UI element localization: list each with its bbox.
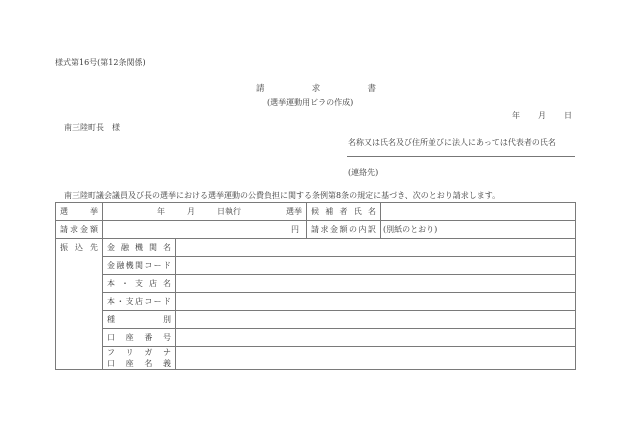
label-char: 名	[163, 243, 171, 252]
account-number-field[interactable]	[176, 329, 576, 347]
label-char: 内	[358, 225, 367, 234]
claimant-label: 名称又は氏名及び住所並びに法人にあっては代表者の氏名	[348, 138, 556, 147]
label-char: 店	[149, 279, 157, 288]
label-char: ・	[121, 279, 129, 288]
title-char: 書	[367, 84, 376, 94]
label-char: 本	[107, 279, 115, 288]
claimant-signature-line[interactable]	[347, 156, 575, 157]
label-char: コ	[144, 297, 153, 306]
bank-code-label	[103, 257, 176, 275]
label-char: 名	[163, 279, 171, 288]
label-char: の	[349, 225, 357, 234]
label-char: ド	[162, 297, 171, 306]
label-char: 座	[125, 333, 134, 342]
election-suffix-label: 選挙	[286, 207, 302, 216]
label-char: 先	[90, 243, 98, 252]
label-char: 種	[107, 315, 115, 324]
transfer-label-cell	[56, 239, 103, 370]
transfer-row-bank-code	[56, 257, 576, 275]
bank-name-label	[103, 239, 176, 257]
claim-amount-field[interactable]	[103, 221, 307, 239]
label-char: 機	[135, 243, 143, 252]
date-month-label: 月	[538, 111, 546, 120]
label-char: 求	[320, 225, 329, 234]
transfer-row-branch-code	[56, 293, 576, 311]
label-char: 支	[125, 297, 134, 306]
label-char: 額	[90, 225, 98, 234]
label-char: 挙	[90, 207, 98, 216]
label-char: 請	[311, 225, 319, 234]
label-char: ・	[116, 297, 125, 306]
claim-form-table	[55, 202, 576, 370]
label-char: 込	[75, 243, 83, 252]
breakdown-value: (別紙のとおり)	[381, 221, 576, 239]
transfer-row-account-number	[56, 329, 576, 347]
label-char: ド	[162, 261, 171, 270]
label-char: 店	[134, 297, 143, 306]
branch-name-field[interactable]	[176, 275, 576, 293]
label-char: 融	[116, 261, 125, 270]
label-char: 訳	[368, 225, 376, 234]
label-char: フ	[107, 348, 115, 357]
date-day-label: 日	[564, 111, 572, 120]
account-type-field[interactable]	[176, 311, 576, 329]
label-char: 名	[368, 207, 376, 216]
label-char: 求	[70, 225, 78, 234]
label-char: 名	[144, 359, 153, 368]
claim-amount-row	[56, 221, 576, 239]
label-char: 機	[125, 261, 134, 270]
addressee: 南三陸町長 様	[64, 123, 120, 132]
label-char: 口	[107, 333, 115, 342]
label-char: 口	[107, 359, 115, 368]
label-char: 者	[339, 207, 348, 216]
label-char: 別	[163, 315, 171, 324]
transfer-row-branch-name	[56, 275, 576, 293]
branch-name-label	[103, 275, 176, 293]
label-char: リ	[125, 348, 134, 357]
label-char: ナ	[162, 348, 171, 357]
date-field[interactable]	[512, 110, 572, 121]
label-char: 義	[162, 359, 171, 368]
label-char: 金	[80, 225, 88, 234]
date-year-label: 年	[512, 111, 520, 120]
label-char: 融	[121, 243, 129, 252]
label-char: 金	[330, 225, 338, 234]
election-date-cell[interactable]	[103, 203, 307, 221]
transfer-row-account-type	[56, 311, 576, 329]
contact-label: (連絡先)	[348, 168, 379, 177]
election-month-label: 月	[187, 207, 195, 216]
account-name-field[interactable]	[176, 347, 576, 370]
label-char: 振	[60, 243, 68, 252]
form-number: 様式第16号(第12条関係)	[55, 58, 146, 67]
label-char: 関	[134, 261, 143, 270]
label-char: ガ	[144, 348, 153, 357]
label-char: ー	[153, 261, 162, 270]
label-char: 金	[107, 243, 115, 252]
label-char: 氏	[353, 207, 362, 216]
bank-name-field[interactable]	[176, 239, 576, 257]
transfer-row-account-name	[56, 347, 576, 370]
account-number-label	[103, 329, 176, 347]
transfer-row-bank-name	[56, 239, 576, 257]
breakdown-label-cell	[307, 221, 381, 239]
branch-code-label	[103, 293, 176, 311]
label-char: 額	[339, 225, 348, 234]
title-char: 請	[256, 84, 265, 94]
label-char: 請	[60, 225, 68, 234]
candidate-label-cell	[307, 203, 381, 221]
branch-code-field[interactable]	[176, 293, 576, 311]
label-char: 関	[149, 243, 157, 252]
document-title	[256, 82, 376, 94]
label-char: 座	[125, 359, 134, 368]
election-row	[56, 203, 576, 221]
election-label-cell	[56, 203, 103, 221]
label-char: 金	[107, 261, 115, 270]
election-day-exec-label: 日執行	[217, 207, 241, 216]
label-char: 候	[311, 207, 319, 216]
label-char: 番	[144, 333, 153, 342]
label-char: 補	[325, 207, 334, 216]
account-name-label	[103, 347, 176, 370]
yen-unit-label: 円	[291, 225, 299, 234]
intro-text: 南三陸町議会議員及び長の選挙における選挙運動の公費負担に関する条例第8条の規定に基づき、次のとおり請求します。	[64, 191, 501, 200]
claim-amount-label-cell	[56, 221, 103, 239]
label-char: 本	[107, 297, 115, 306]
election-year-label: 年	[157, 207, 165, 216]
candidate-name-field[interactable]	[381, 203, 576, 221]
label-char: コ	[144, 261, 153, 270]
account-holder-label	[107, 358, 171, 369]
label-char: 支	[135, 279, 143, 288]
document-subtitle: (選挙運動用ビラの作成)	[267, 98, 354, 107]
account-type-label	[103, 311, 176, 329]
label-char: 選	[60, 207, 68, 216]
label-char: 号	[162, 333, 171, 342]
bank-code-field[interactable]	[176, 257, 576, 275]
title-char: 求	[311, 84, 321, 94]
furigana-label	[107, 347, 171, 358]
label-char: ー	[153, 297, 162, 306]
